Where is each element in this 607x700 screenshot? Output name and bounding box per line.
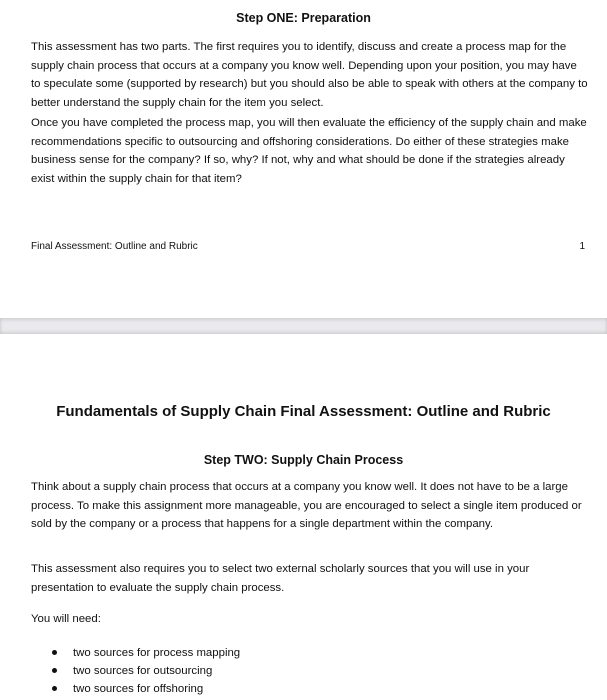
paragraph-intro: This assessment has two parts. The first requires you to identify, discuss and create a process map for the supply chain process that occurs at a company you know well. Depending upon your position, you may have to speculate some (supported by research) but you should also be able to speak with others at the company to better understand the supply chain for the item you select. — [31, 41, 588, 109]
sources-list — [52, 644, 240, 698]
list-item-label: two sources for offshoring — [73, 683, 204, 695]
section-heading-step-one: Step ONE: Preparation — [236, 11, 371, 25]
document-title: Fundamentals of Supply Chain Final Assessment: Outline and Rubric — [56, 403, 551, 420]
section-heading-step-two: Step TWO: Supply Chain Process — [203, 453, 404, 467]
page-footer-title: Final Assessment: Outline and Rubric — [31, 241, 198, 252]
paragraph-sources: This assessment also requires you to select two external scholarly sources that you will use in your presentation to evaluate the supply chain process. — [31, 563, 530, 594]
list-item-label: two sources for outsourcing — [73, 665, 213, 677]
list-item-label: two sources for process mapping — [73, 647, 241, 659]
bullet-icon — [52, 650, 57, 655]
bullet-icon — [52, 668, 57, 673]
page-number: 1 — [579, 241, 585, 252]
document-page-2 — [0, 334, 607, 700]
bullet-icon — [52, 686, 57, 691]
list-item — [52, 662, 240, 680]
paragraph-you-will-need: You will need: — [31, 613, 101, 625]
list-item — [52, 680, 240, 698]
paragraph-think-about: Think about a supply chain process that occurs at a company you know well. It does not have to be a large process. To make this assignment more manageable, you are encouraged to select a single item produced or sold by the company or a process that happens for a single department within the company. — [31, 481, 582, 531]
paragraph-process-map: Once you have completed the process map, you will then evaluate the efficiency of the supply chain and make recommendations specific to outsourcing and offshoring considerations. Do either of these strategies make business sense for the company? If so, why? If not, why and what should be done if the strategies already exist within the supply chain for that item? — [31, 117, 587, 185]
list-item — [52, 644, 240, 662]
document-page-1 — [0, 0, 607, 318]
page-break — [0, 318, 607, 334]
